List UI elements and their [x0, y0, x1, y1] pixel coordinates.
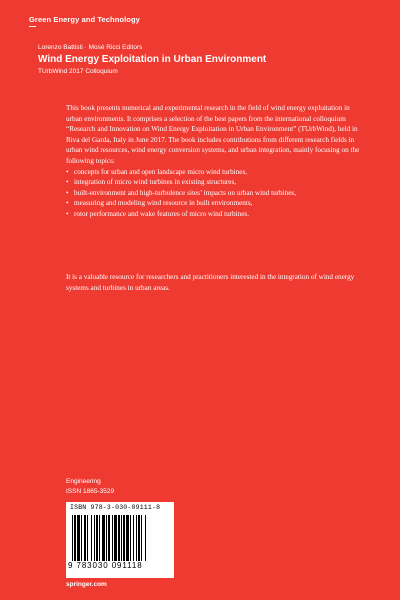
description-closing: It is a valuable resource for researchers and practitioners interested in the integration of wind energy systems and turbines in urban areas. [66, 273, 355, 292]
issn-number: ISSN 1865-3529 [66, 488, 115, 495]
barcode-icon [72, 515, 168, 561]
topic-item: • built-environment and high-turbulence sites’ impacts on urban wind turbines, [66, 188, 366, 199]
book-subtitle: TUrbWind 2017 Colloquium [38, 68, 118, 75]
publisher-url: springer.com [66, 581, 107, 588]
topic-item: • concepts for urban and open landscape micro wind turbines, [66, 167, 366, 178]
series-divider [29, 26, 36, 27]
editors-line: Lorenzo Battisti · Mosè Ricci Editors [38, 44, 143, 51]
topic-item: • integration of micro wind turbines in existing structures, [66, 177, 366, 188]
book-title: Wind Energy Exploitation in Urban Environment [38, 54, 267, 65]
barcode-digits: 9 783030 091118 [68, 561, 143, 570]
topic-item: • rotor performance and wake features of micro wind turbines. [66, 209, 366, 220]
book-description [66, 103, 366, 220]
topic-item: • measuring and modeling wind resource in built environments, [66, 198, 366, 209]
isbn-number: ISBN 978-3-030-09111-8 [70, 504, 161, 511]
subject-category: Engineering [66, 478, 101, 485]
topics-list [66, 167, 366, 220]
series-name: Green Energy and Technology [29, 15, 140, 24]
description-intro: This book presents numerical and experimental research in the field of wind energy exploitation in urban environments. It comprises a selection of the best papers from the international colloquium “Research and Innovation on Wind Energy Exploitation in Urban Environment” (TUrbWind), held in Riva del Garda, Italy in June 2017. The book includes contributions from different research fields in urban wind resources, wind energy conversion systems, and urban integration, mainly focusing on the following topics: [66, 104, 360, 165]
